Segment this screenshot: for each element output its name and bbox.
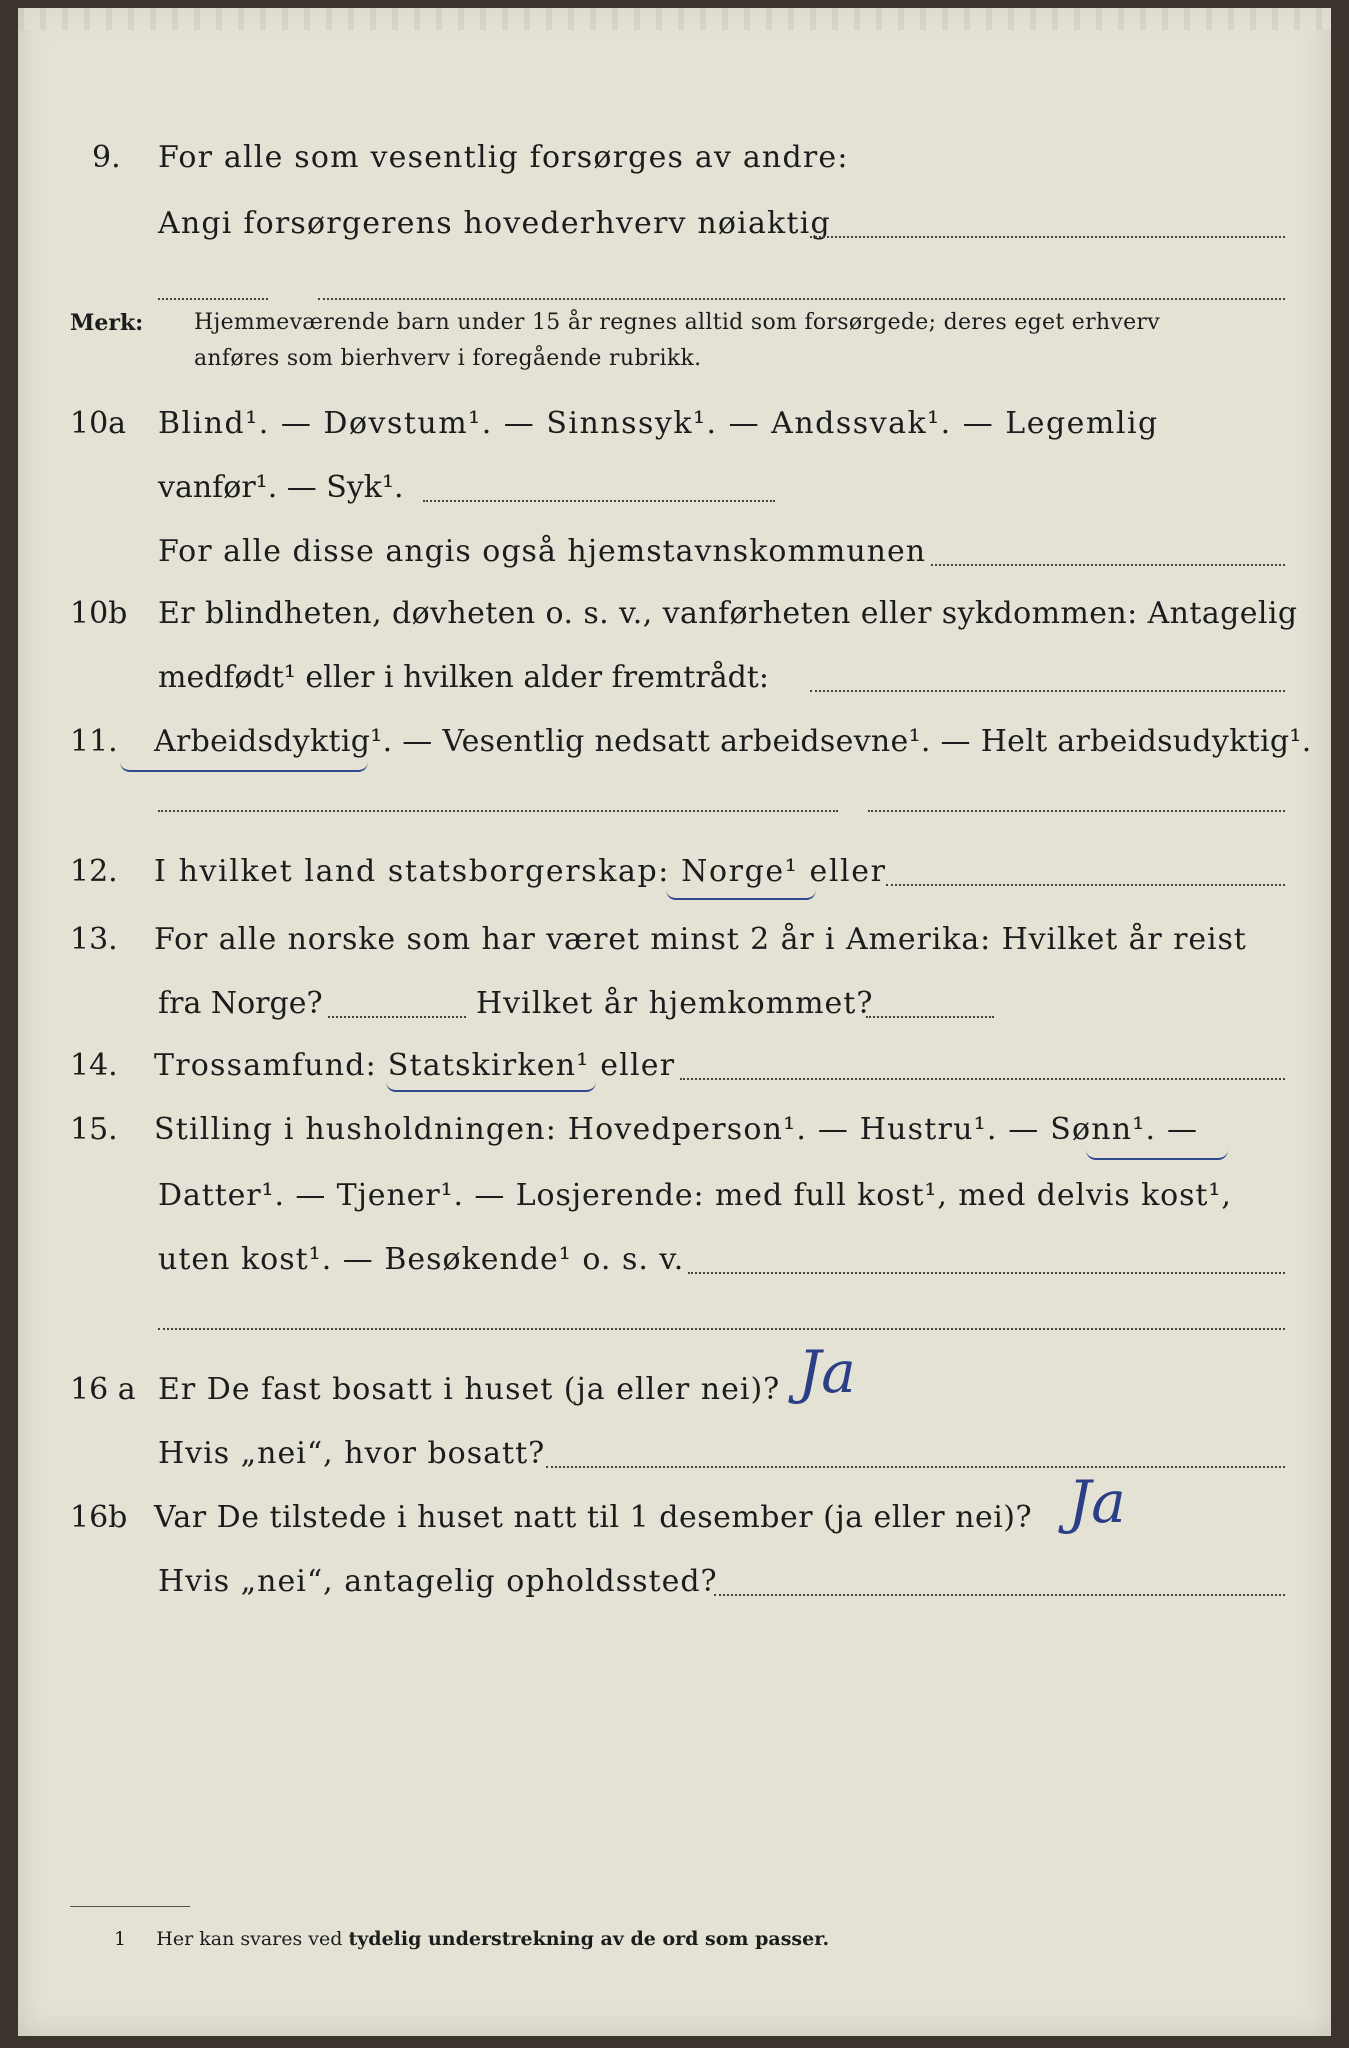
q16a-number: 16 a bbox=[70, 1372, 136, 1407]
footnote-mark: 1 bbox=[114, 1928, 127, 1950]
q15-number: 15. bbox=[70, 1112, 118, 1147]
merk-label: Merk: bbox=[70, 310, 144, 336]
q11-text-1: Arbeidsdyktig¹. — Vesentlig nedsatt arbeidsevne¹. — Helt arbeidsudyktig¹. bbox=[154, 724, 1312, 759]
q9-number: 9. bbox=[92, 140, 121, 175]
q14-answer-line[interactable] bbox=[680, 1078, 1285, 1080]
q10a-home-answer-line[interactable] bbox=[931, 564, 1285, 566]
q16a-answer-line[interactable] bbox=[546, 1466, 1285, 1468]
q9-answer-line-2b[interactable] bbox=[318, 298, 1285, 300]
q16b-answer-line[interactable] bbox=[714, 1594, 1285, 1596]
q15-text-3: uten kost¹. — Besøkende¹ o. s. v. bbox=[158, 1242, 685, 1277]
q10a-text-2: vanfør¹. — Syk¹. bbox=[158, 470, 404, 505]
q16a-handwritten-answer: Ja bbox=[798, 1338, 856, 1406]
q9-text-2: Angi forsørgerens hovederhverv nøiaktig bbox=[158, 206, 831, 241]
q10b-number: 10b bbox=[70, 596, 128, 631]
q11-extra-line-a[interactable] bbox=[158, 810, 838, 812]
q10b-answer-line[interactable] bbox=[810, 690, 1285, 692]
q13-text-1: For alle norske som har været minst 2 år i Amerika: Hvilket år reist bbox=[154, 922, 1247, 957]
perforated-edge bbox=[18, 8, 1331, 30]
q13-text-2a: fra Norge? bbox=[158, 986, 323, 1021]
q11-extra-line-b[interactable] bbox=[868, 810, 1285, 812]
q13-number: 13. bbox=[70, 922, 118, 957]
footnote bbox=[114, 1928, 829, 1950]
q9-answer-line[interactable] bbox=[810, 236, 1285, 238]
q11-handwritten-underline bbox=[120, 762, 368, 772]
q9-answer-line-2a[interactable] bbox=[158, 298, 268, 300]
q16b-number: 16b bbox=[70, 1500, 128, 1535]
q10a-text-3: For alle disse angis også hjemstavnskommunen bbox=[158, 534, 927, 569]
q16b-handwritten-answer: Ja bbox=[1068, 1468, 1126, 1536]
q11-number: 11. bbox=[70, 724, 118, 759]
q14-text-1: Trossamfund: Statskirken¹ eller bbox=[154, 1048, 676, 1083]
footnote-rule bbox=[70, 1906, 190, 1907]
footnote-text-bold: tydelig understrekning av de ord som passer. bbox=[348, 1928, 830, 1950]
q15-extra-line[interactable] bbox=[158, 1328, 1285, 1330]
footnote-text-plain: Her kan svares ved bbox=[156, 1928, 343, 1950]
census-form-page bbox=[18, 8, 1331, 2036]
q14-handwritten-underline bbox=[386, 1082, 596, 1092]
q15-answer-line[interactable] bbox=[688, 1272, 1285, 1274]
q13-year-returned-line[interactable] bbox=[866, 1016, 994, 1018]
q15-handwritten-underline bbox=[1086, 1150, 1228, 1160]
q13-text-2b: Hvilket år hjemkommet? bbox=[476, 986, 874, 1021]
merk-text-2: anføres som bierhverv i foregående rubrikk. bbox=[194, 346, 702, 371]
merk-text-1: Hjemmeværende barn under 15 år regnes alltid som forsørgede; deres eget erhverv bbox=[194, 310, 1160, 335]
q14-number: 14. bbox=[70, 1048, 118, 1083]
q16b-text-2: Hvis „nei“, antagelig opholdssted? bbox=[158, 1564, 718, 1599]
q12-handwritten-underline bbox=[666, 890, 816, 900]
q12-answer-line[interactable] bbox=[886, 884, 1285, 886]
q10a-text-1: Blind¹. — Døvstum¹. — Sinnssyk¹. — Andssvak¹. — Legemlig bbox=[158, 406, 1159, 441]
q16a-text-2: Hvis „nei“, hvor bosatt? bbox=[158, 1436, 546, 1471]
q16b-text-1: Var De tilstede i huset natt til 1 desember (ja eller nei)? bbox=[154, 1500, 1033, 1535]
q12-text-1: I hvilket land statsborgerskap: Norge¹ eller bbox=[154, 854, 887, 889]
q12-number: 12. bbox=[70, 854, 118, 889]
q13-year-left-line[interactable] bbox=[328, 1016, 466, 1018]
q9-text-1: For alle som vesentlig forsørges av andre: bbox=[158, 140, 849, 175]
q10a-answer-line[interactable] bbox=[423, 500, 775, 502]
q10b-text-2: medfødt¹ eller i hvilken alder fremtrådt: bbox=[158, 660, 769, 695]
q15-text-1: Stilling i husholdningen: Hovedperson¹. — Hustru¹. — Sønn¹. — bbox=[154, 1112, 1199, 1147]
q10b-text-1: Er blindheten, døvheten o. s. v., vanførheten eller sykdommen: Antagelig bbox=[158, 596, 1298, 631]
q10a-number: 10a bbox=[70, 406, 127, 441]
q15-text-2: Datter¹. — Tjener¹. — Losjerende: med full kost¹, med delvis kost¹, bbox=[158, 1178, 1232, 1213]
q16a-text-1: Er De fast bosatt i huset (ja eller nei)? bbox=[158, 1372, 781, 1407]
